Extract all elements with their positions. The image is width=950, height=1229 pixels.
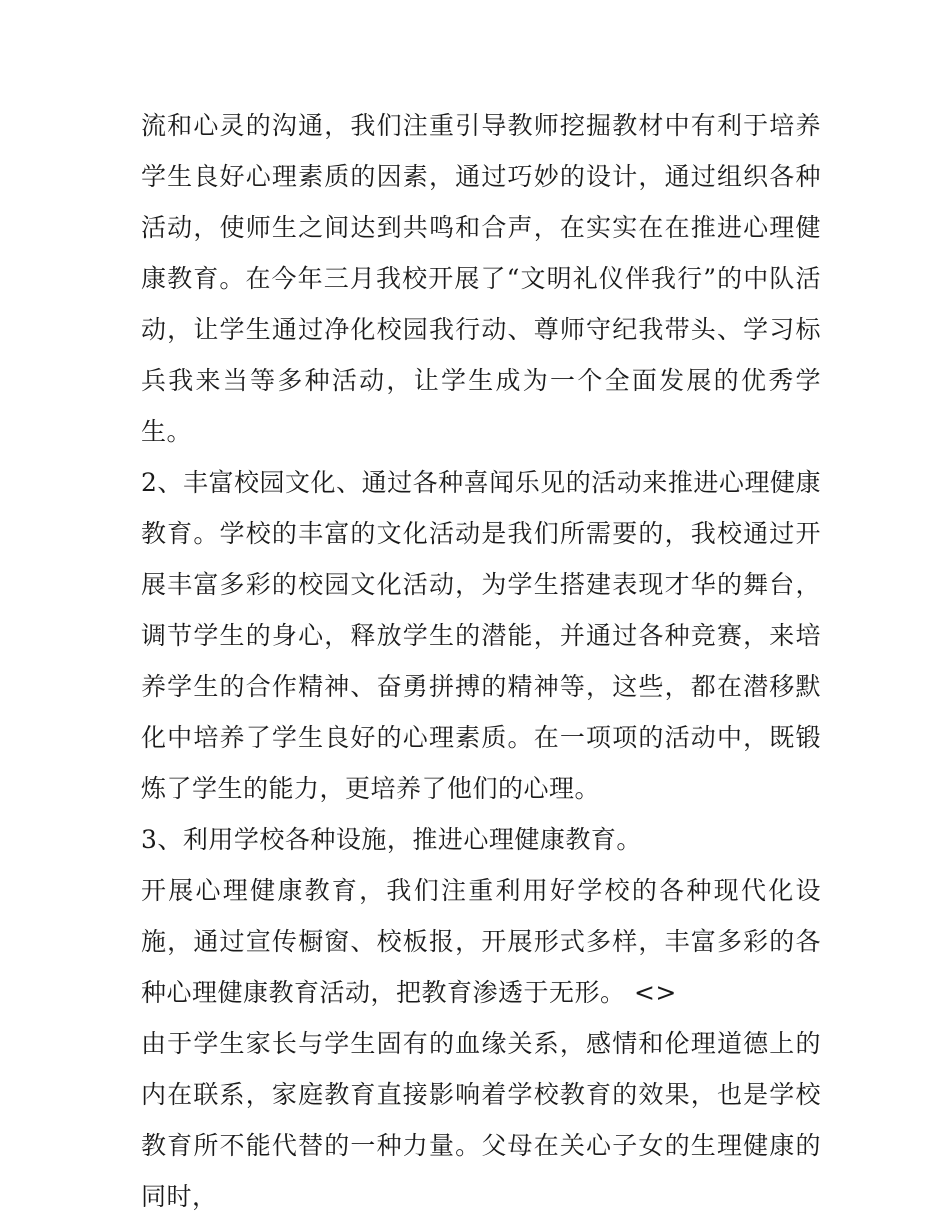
paragraph-item-2: 2、丰富校园文化、通过各种喜闻乐见的活动来推进心理健康教育。学校的丰富的文化活动是我们所需要的，我校通过开展丰富多彩的校园文化活动，为学生搭建表现才华的舞台，调节学生的身心，释放学生的潜能，并通过各种竞赛，来培养学生的合作精神、奋勇拼搏的精神等，这些，都在潜移默化中培养了学生良好的心理素质。在一项项的活动中，既锻炼了学生的能力，更培养了他们的心理。 (141, 468, 821, 803)
paragraph-item-3-heading: 3、利用学校各种设施，推进心理健康教育。 (141, 825, 642, 854)
document-body (141, 100, 821, 1222)
paragraph-intro-continued: 流和心灵的沟通，我们注重引导教师挖掘教材中有利于培养学生良好心理素质的因素，通过巧妙的设计，通过组织各种活动，使师生之间达到共鸣和合声，在实实在在推进心理健康教育。在今年三月我校开展了“文明礼仪伴我行”的中队活动，让学生通过净化校园我行动、尊师守纪我带头、学习标兵我来当等多种活动，让学生成为一个全面发展的优秀学生。 (141, 111, 821, 446)
paragraph-facilities: 开展心理健康教育，我们注重利用好学校的各种现代化设施，通过宣传橱窗、校板报，开展形式多样，丰富多彩的各种心理健康教育活动，把教育渗透于无形。 <> (141, 876, 821, 1007)
paragraph-family-education: 由于学生家长与学生固有的血缘关系，感情和伦理道德上的内在联系，家庭教育直接影响着学校教育的效果，也是学校教育所不能代替的一种力量。父母在关心子女的生理健康的同时， (141, 1029, 821, 1211)
